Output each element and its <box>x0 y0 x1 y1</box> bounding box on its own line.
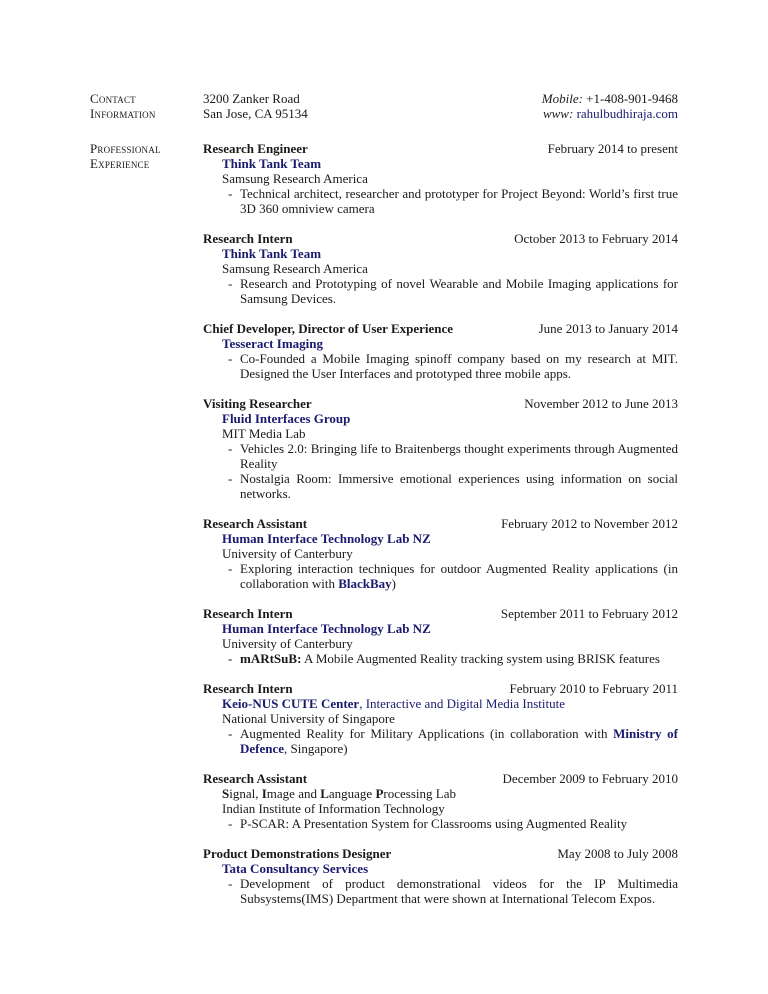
bullet-text: A Mobile Augmented Reality tracking system using BRISK features <box>301 651 660 666</box>
job-institution: University of Canterbury <box>222 636 353 651</box>
job-bullet: - P-SCAR: A Presentation System for Classrooms using Augmented Reality <box>228 816 628 831</box>
www-label: www: <box>542 106 574 121</box>
contact-section <box>90 91 678 121</box>
bullet-text: Augmented Reality for Military Applications (in collaboration with <box>240 726 614 741</box>
job-title: Chief Developer, Director of User Experience <box>203 321 454 336</box>
job-bullet: - Exploring interaction techniques for outdoor Augmented Reality applications (in collaboration with BlackBay) <box>228 561 678 591</box>
org-name: Keio-NUS CUTE Center <box>222 696 360 711</box>
address-line-1: 3200 Zanker Road <box>203 91 300 106</box>
job-bullet: - Co-Founded a Mobile Imaging spinoff company based on my research at MIT. Designed the User Interfaces and prototyped three mobile apps. <box>228 351 678 381</box>
experience-label-line-1: Professional <box>90 141 161 156</box>
org-text: rocessing Lab <box>383 786 456 801</box>
job-institution: MIT Media Lab <box>222 426 306 441</box>
job-organization <box>203 696 678 711</box>
mobile-value: +1-408-901-9468 <box>586 91 678 106</box>
job-dates: February 2012 to November 2012 <box>501 516 678 531</box>
org-text: mage and <box>266 786 321 801</box>
job-organization: Tata Consultancy Services <box>222 861 369 876</box>
bullet-text: Co-Founded a Mobile Imaging spinoff company based on my research at MIT. Designed the User Interfaces and prototyped three mobile apps. <box>240 351 678 381</box>
job-institution: Indian Institute of Information Technology <box>222 801 445 816</box>
org-initial: S <box>222 786 230 801</box>
job-entry <box>203 516 678 591</box>
job-organization: Fluid Interfaces Group <box>222 411 351 426</box>
org-text: ignal, <box>229 786 262 801</box>
bullet-text: Exploring interaction techniques for outdoor Augmented Reality applications (in collaboration with <box>240 561 678 591</box>
job-bullets <box>203 441 678 501</box>
experience-label <box>90 141 200 171</box>
job-entry <box>203 141 678 216</box>
job-dates: February 2010 to February 2011 <box>509 681 678 696</box>
org-initial: I <box>261 786 267 801</box>
experience-label-line-2: Experience <box>90 156 150 171</box>
job-organization: Tesseract Imaging <box>222 336 323 351</box>
job-list <box>203 141 678 921</box>
job-title: Research Intern <box>203 681 293 696</box>
job-entry <box>203 396 678 501</box>
job-title: Product Demonstrations Designer <box>203 846 392 861</box>
job-organization: Human Interface Technology Lab NZ <box>222 531 431 546</box>
information-label: Information <box>90 106 156 121</box>
bullet-text: Technical architect, researcher and prototyper for Project Beyond: World’s first true 3D 360 omniview camera <box>240 186 678 216</box>
job-title: Research Assistant <box>203 771 308 786</box>
job-dates: December 2009 to February 2010 <box>502 771 678 786</box>
job-title: Research Intern <box>203 231 293 246</box>
job-institution: University of Canterbury <box>222 546 353 561</box>
job-title: Visiting Researcher <box>203 396 312 411</box>
job-organization: Think Tank Team <box>222 156 322 171</box>
job-institution: Samsung Research America <box>222 171 368 186</box>
bullet-text-end: ) <box>391 576 397 591</box>
job-title: Research Assistant <box>203 516 308 531</box>
collaborator-link[interactable]: Ministry of Defence <box>240 726 678 756</box>
job-dates: February 2014 to present <box>547 141 678 156</box>
job-dates: September 2011 to February 2012 <box>500 606 678 621</box>
contact-label: Contact <box>90 91 136 106</box>
job-institution: Samsung Research America <box>222 261 368 276</box>
bullet-text: Nostalgia Room: Immersive emotional experiences using information on social networks. <box>240 471 678 501</box>
job-title: Research Engineer <box>203 141 308 156</box>
job-bullet: - Development of product demonstrational videos for the IP Multimedia Subsystems(IMS) Department that were shown at International Telecom Expos. <box>228 876 678 906</box>
mobile <box>542 91 678 106</box>
bullet-text: P-SCAR: A Presentation System for Classrooms using Augmented Reality <box>240 816 628 831</box>
job-entry <box>203 606 678 666</box>
job-dates: June 2013 to January 2014 <box>538 321 678 336</box>
job-bullets <box>203 726 678 756</box>
job-bullet: - Research and Prototyping of novel Wearable and Mobile Imaging applications for Samsung Devices. <box>228 276 678 306</box>
job-bullet: - Augmented Reality for Military Applications (in collaboration with Ministry of Defence, Singapore) <box>228 726 678 756</box>
job-institution: National University of Singapore <box>222 711 395 726</box>
job-entry <box>203 231 678 306</box>
website <box>543 106 678 121</box>
job-bullets <box>203 816 678 831</box>
bullet-text: Development of product demonstrational videos for the IP Multimedia Subsystems(IMS) Department that were shown at International Telecom Expos. <box>240 876 678 906</box>
org-subtitle: , Interactive and Digital Media Institute <box>359 696 565 711</box>
org-initial: L <box>320 786 329 801</box>
bullet-text: Research and Prototyping of novel Wearable and Mobile Imaging applications for Samsung Devices. <box>240 276 678 306</box>
job-dates: May 2008 to July 2008 <box>557 846 678 861</box>
job-bullet: - Technical architect, researcher and prototyper for Project Beyond: World’s first true 3D 360 omniview camera <box>228 186 678 216</box>
job-title: Research Intern <box>203 606 293 621</box>
bullet-text: Vehicles 2.0: Bringing life to Braitenbergs thought experiments through Augmented Reality <box>240 441 678 471</box>
job-dates: October 2013 to February 2014 <box>514 231 678 246</box>
job-entry <box>203 771 678 831</box>
job-bullets <box>203 876 678 906</box>
job-entry <box>203 321 678 381</box>
job-organization: Human Interface Technology Lab NZ <box>222 621 431 636</box>
project-name: mARtSuB: <box>240 651 302 666</box>
job-bullet: - Vehicles 2.0: Bringing life to Braitenbergs thought experiments through Augmented Reality <box>228 441 678 471</box>
job-bullet: - Nostalgia Room: Immersive emotional experiences using information on social networks. <box>228 471 678 501</box>
job-bullets <box>203 351 678 381</box>
job-bullets <box>203 276 678 306</box>
bullet-text-end: , Singapore) <box>284 741 348 756</box>
job-entry <box>203 846 678 906</box>
job-dates: November 2012 to June 2013 <box>524 396 678 411</box>
job-entry <box>203 681 678 756</box>
job-organization: Think Tank Team <box>222 246 322 261</box>
org-text: anguage <box>328 786 376 801</box>
collaborator-link[interactable]: BlackBay <box>338 576 392 591</box>
mobile-label: Mobile: <box>541 91 583 106</box>
job-bullet: - mARtSuB: A Mobile Augmented Reality tracking system using BRISK features <box>228 651 660 666</box>
job-bullets <box>203 651 678 666</box>
website-link[interactable]: rahulbudhiraja.com <box>576 106 678 121</box>
job-organization <box>203 786 678 801</box>
address-line-2: San Jose, CA 95134 <box>203 106 308 121</box>
org-initial: P <box>375 786 384 801</box>
job-bullets <box>203 561 678 591</box>
job-bullets <box>203 186 678 216</box>
